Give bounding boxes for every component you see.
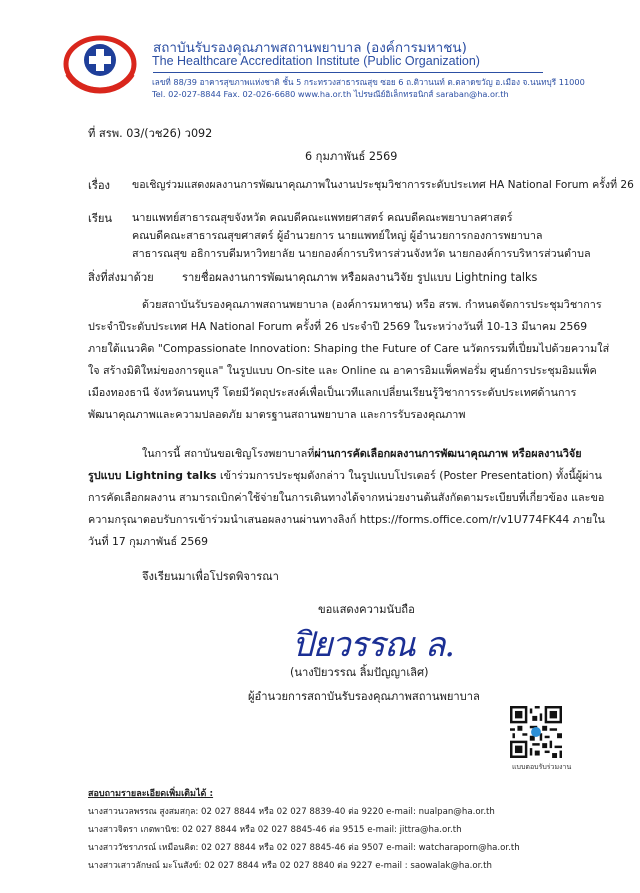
- org-name-english: The Healthcare Accreditation Institute (Public Organization): [152, 54, 480, 68]
- recipient-line: สาธารณสุข อธิการบดีมหาวิทยาลัย นายกองค์การบริหารส่วนจังหวัด นายกองค์การบริหารส่วนตำบล: [132, 247, 591, 260]
- signer-title: ผู้อำนวยการสถาบันรับรองคุณภาพสถานพยาบาล: [248, 690, 480, 703]
- paragraph1-line: เมืองทองธานี จังหวัดนนทบุรี โดยมีวัตถุประสงค์เพื่อเป็นเวทีแลกเปลี่ยนเรียนรู้วิชาการระดับประเทศด้านการ: [88, 386, 577, 399]
- subject-text: ขอเชิญร่วมแสดงผลงานการพัฒนาคุณภาพในงานประชุมวิชาการระดับประเทศ HA National Forum ครั้งที่ 26: [132, 179, 634, 191]
- reference-number: ที่ สรพ. 03/(วช26) ว092: [88, 127, 213, 140]
- subject-label: เรื่อง: [88, 179, 111, 192]
- paragraph2-text: เข้าร่วมการประชุมดังกล่าว ในรูปแบบโปรเตอร์ (Poster Presentation) ทั้งนี้ผู้ผ่าน: [216, 469, 602, 482]
- paragraph1-line: ประจำปีระดับประเทศ HA National Forum ครั้งที่ 26 ประจำปี 2569 ในระหว่างวันที่ 10-13 มีนาคม 2569: [88, 320, 588, 333]
- paragraph2-line: วันที่ 17 กุมภาพันธ์ 2569: [88, 535, 208, 548]
- paragraph2-line: การคัดเลือกผลงาน สามารถเบิกค่าใช้จ่ายในการเดินทางได้จากหน่วยงานต้นสังกัดตามระเบียบที่เกี่ยวข้อง และขอ: [88, 491, 605, 504]
- recipient-label: เรียน: [88, 212, 113, 225]
- qr-code-icon: [510, 706, 562, 758]
- recipient-line: คณบดีคณะสาธารณสุขศาสตร์ ผู้อำนวยการ นายแพทย์ใหญ่ ผู้อำนวยการกองการพยาบาล: [132, 229, 543, 242]
- ha-logo-icon: [60, 30, 140, 100]
- paragraph2-line: [142, 445, 582, 462]
- enclosure-label: สิ่งที่ส่งมาด้วย: [88, 271, 154, 284]
- paragraph1-line: ใจ สร้างมิติใหม่ของการดูแล" ในรูปแบบ On-site และ Online ณ อาคารอิมแพ็คฟอรั่ม ศูนย์การประชุมอิมแพ็ค: [88, 364, 597, 377]
- org-address: เลขที่ 88/39 อาคารสุขภาพแห่งชาติ ชั้น 5 กระทรวงสาธารณสุข ซอย 6 ถ.ติวานนท์ ต.ตลาดขวัญ อ.เมือง จ.นนทบุรี 11000: [152, 77, 585, 87]
- paragraph1-line: พัฒนาคุณภาพและความปลอดภัย มาตรฐานสถานพยาบาล และการรับรองคุณภาพ: [88, 408, 466, 421]
- paragraph2-emphasis: ผ่านการคัดเลือกผลงานการพัฒนาคุณภาพ หรือผลงานวิจัย: [314, 447, 582, 460]
- contacts-heading: สอบถามรายละเอียดเพิ่มเติมได้ :: [88, 789, 214, 799]
- letter-date: 6 กุมภาพันธ์ 2569: [305, 150, 398, 163]
- contact-line: นางสาวนวลพรรณ สูงสมสกุล: 02 027 8844 หรือ 02 027 8839-40 ต่อ 9220 e-mail: nualpan@ha.or.th: [88, 807, 495, 817]
- closing-text: จึงเรียนมาเพื่อโปรดพิจารณา: [142, 570, 279, 583]
- signer-name: (นางปิยวรรณ ลิ้มปัญญาเลิศ): [290, 666, 429, 679]
- recipient-line: นายแพทย์สาธารณสุขจังหวัด คณบดีคณะแพทยศาสตร์ คณบดีคณะพยาบาลศาสตร์: [132, 211, 513, 224]
- paragraph1-line: ภายใต้แนวคิด "Compassionate Innovation: Shaping the Future of Care นวัตกรรมที่เปี่ยมไปด้วยความใส่: [88, 342, 610, 355]
- regards-text: ขอแสดงความนับถือ: [318, 603, 415, 616]
- letterhead-divider: [153, 72, 543, 73]
- enclosure-text: รายชื่อผลงานการพัฒนาคุณภาพ หรือผลงานวิจัย รูปแบบ Lightning talks: [182, 271, 538, 284]
- contact-line: นางสาววัชราภรณ์ เหมือนคิด: 02 027 8844 หรือ 02 027 8845-46 ต่อ 9507 e-mail: watcharaporn@ha.or.th: [88, 843, 520, 853]
- paragraph2-intro: ในการนี้ สถาบันขอเชิญโรงพยาบาลที่: [142, 447, 315, 460]
- signature-image: ปิยวรรณ ล.: [292, 625, 455, 665]
- paragraph2-emphasis: รูปแบบ Lightning talks: [88, 469, 217, 482]
- contact-line: นางสาวเสาวลักษณ์ มะโนสังข์: 02 027 8844 หรือ 02 027 8840 ต่อ 9227 e-mail : saowalak@ha.or.th: [88, 861, 492, 871]
- org-contact: Tel. 02-027-8844 Fax. 02-026-6680 www.ha.or.th ไปรษณีย์อิเล็กทรอนิกส์ saraban@ha.or.th: [152, 89, 509, 99]
- contact-line: นางสาวจิตรา เกตพานิช: 02 027 8844 หรือ 02 027 8845-46 ต่อ 9515 e-mail: jittra@ha.or.th: [88, 825, 462, 835]
- qr-caption: แบบตอบรับร่วมงาน: [512, 763, 572, 771]
- org-name-thai: สถาบันรับรองคุณภาพสถานพยาบาล (องค์การมหาชน): [153, 40, 467, 56]
- paragraph2-line: [88, 467, 602, 484]
- paragraph2-line: ความกรุณาตอบรับการเข้าร่วมนำเสนอผลงานผ่านทางลิงก์ https://forms.office.com/r/v1U774FK44 ภายใน: [88, 513, 605, 526]
- paragraph1-line: ด้วยสถาบันรับรองคุณภาพสถานพยาบาล (องค์การมหาชน) หรือ สรพ. กำหนดจัดการประชุมวิชาการ: [142, 298, 602, 311]
